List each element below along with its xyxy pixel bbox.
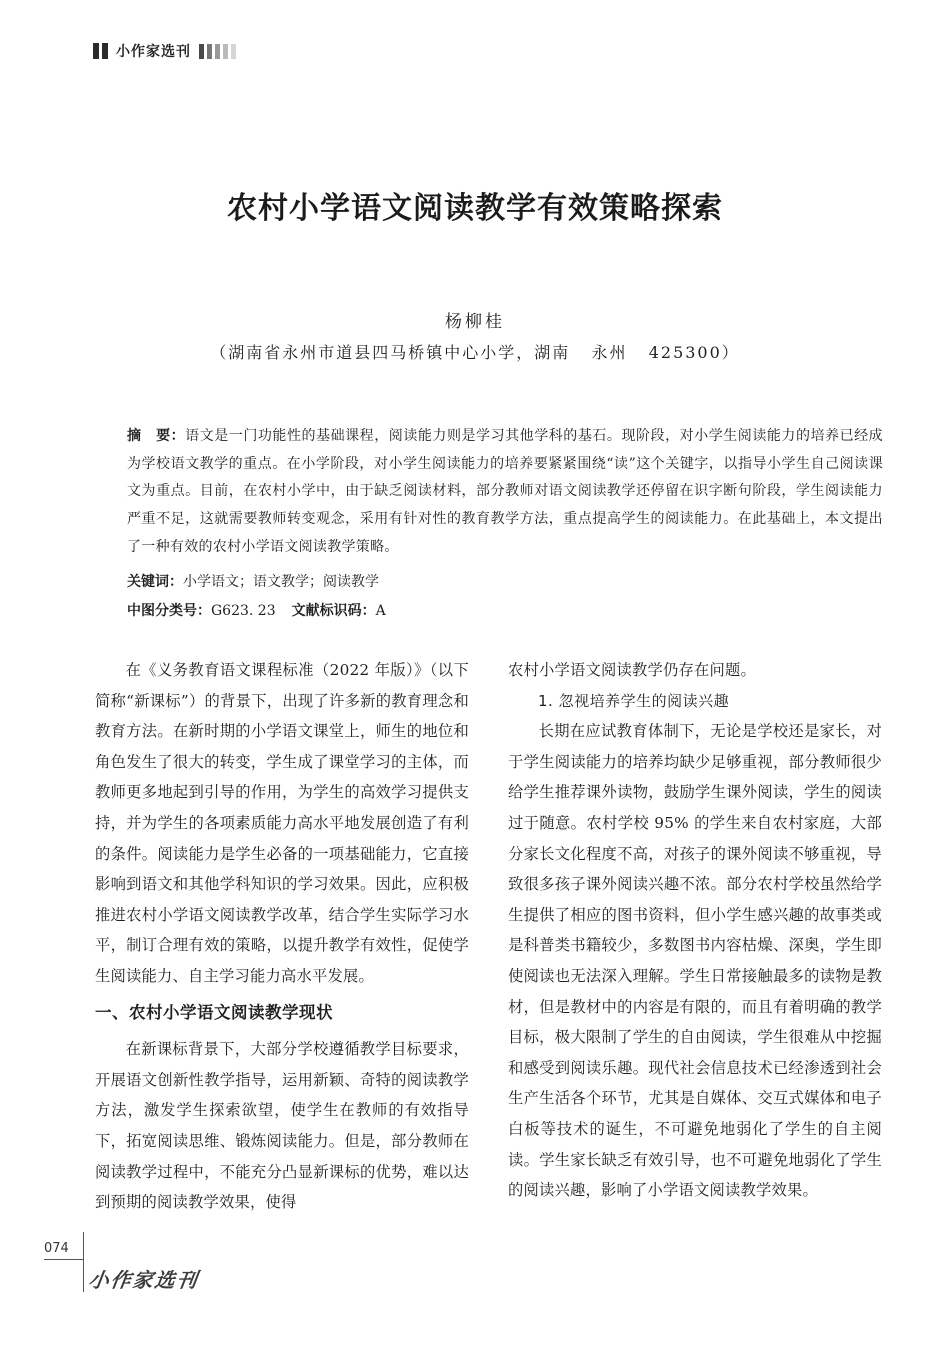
body-paragraph: 长期在应试教育体制下，无论是学校还是家长，对于学生阅读能力的培养均缺少足够重视，部分教师很少给学生推荐课外读物，鼓励学生课外阅读，学生的阅读过于随意。农村学校 95% 的学生来自农村家庭，大部分家长文化程度不高，对孩子的课外阅读不够重视，导致很多孩子课外阅读兴趣不浓。部分农村学校虽然给学生提供了相应的图书资料，但小学生感兴趣的故事类或是科普类书籍较少，多数图书内容枯燥、深奥，学生即使阅读也无法深入理解。学生日常接触最多的读物是教材，但是教材中的内容是有限的，而且有着明确的教学目标，极大限制了学生的自由阅读，学生很难从中挖掘和感受到阅读乐趣。现代社会信息技术已经渗透到社会生产生活各个环节，尤其是自媒体、交互式媒体和电子白板等技术的诞生，不可避免地弱化了学生的自主阅读。学生家长缺乏有效引导，也不可避免地弱化了学生的阅读兴趣，影响了小学语文阅读教学效果。 <box>508 722 882 1200</box>
abstract-label: 摘 要： <box>127 428 186 444</box>
keywords-line <box>127 572 379 592</box>
header-gradient-bars-icon <box>199 44 236 59</box>
keywords-text: 小学语文；语文教学；阅读教学 <box>183 574 379 590</box>
abstract <box>127 423 883 562</box>
classification-line <box>127 601 386 621</box>
body-paragraph: 在新课标背景下，大部分学校遵循教学目标要求，开展语文创新性教学指导，运用新颖、奇特的阅读教学方法，激发学生探索欲望，使学生在教师的有效指导下，拓宽阅读思维、锻炼阅读能力。但是，部分教师在阅读教学过程中，不能充分凸显新课标的优势，难以达到预期的阅读教学效果，使得 <box>95 1040 469 1212</box>
body-paragraph: 农村小学语文阅读教学仍存在问题。 <box>508 661 756 679</box>
footer-divider <box>44 1259 84 1260</box>
page-number: 074 <box>44 1241 69 1256</box>
header-bars-icon <box>93 43 108 59</box>
keywords-label: 关键词： <box>127 574 183 590</box>
doc-code-value: A <box>375 603 386 619</box>
abstract-text: 语文是一门功能性的基础课程，阅读能力则是学习其他学科的基石。现阶段，对小学生阅读能力的培养已经成为学校语文教学的重点。在小学阶段，对小学生阅读能力的培养要紧紧围绕“读”这个关键字，以指导小学生自己阅读课文为重点。目前，在农村小学中，由于缺乏阅读材料，部分教师对语文阅读教学还停留在识字断句阶段，学生阅读能力严重不足，这就需要教师转变观念，采用有针对性的教育教学方法，重点提高学生的阅读能力。在此基础上，本文提出了一种有效的农村小学语文阅读教学策略。 <box>127 428 883 555</box>
journal-name: 小作家选刊 <box>116 44 191 60</box>
author-name: 杨柳桂 <box>445 312 505 332</box>
running-header <box>93 40 236 62</box>
clc-label: 中图分类号： <box>127 603 211 619</box>
journal-logo: 小作家选刊 <box>87 1268 201 1292</box>
body-paragraph: 在《义务教育语文课程标准（2022 年版）》（以下简称“新课标”）的背景下，出现了许多新的教育理念和教育方法。在新时期的小学语文课堂上，师生的地位和角色发生了很大的转变，学生成了课堂学习的主体，而教师更多地起到引导的作用，为学生的高效学习提供支持，并为学生的各项素质能力高水平地发展创造了有利的条件。阅读能力是学生必备的一项基础能力，它直接影响到语文和其他学科知识的学习效果。因此，应积极推进农村小学语文阅读教学改革，结合学生实际学习水平，制订合理有效的策略，以提升教学有效性，促使学生阅读能力、自主学习能力高水平发展。 <box>95 661 469 985</box>
doc-code-label: 文献标识码： <box>291 603 376 619</box>
clc-value: G623. 23 <box>211 603 276 619</box>
footer-divider-vertical <box>83 1232 84 1292</box>
subsection-heading: 1. 忽视培养学生的阅读兴趣 <box>538 691 730 710</box>
author-affiliation: （湖南省永州市道县四马桥镇中心小学，湖南 永州 425300） <box>210 343 740 362</box>
article-title: 农村小学语文阅读教学有效策略探索 <box>227 191 723 226</box>
body-column-right <box>508 655 882 1206</box>
body-column-left <box>95 655 469 1218</box>
section-heading: 一、农村小学语文阅读教学现状 <box>95 1002 333 1022</box>
